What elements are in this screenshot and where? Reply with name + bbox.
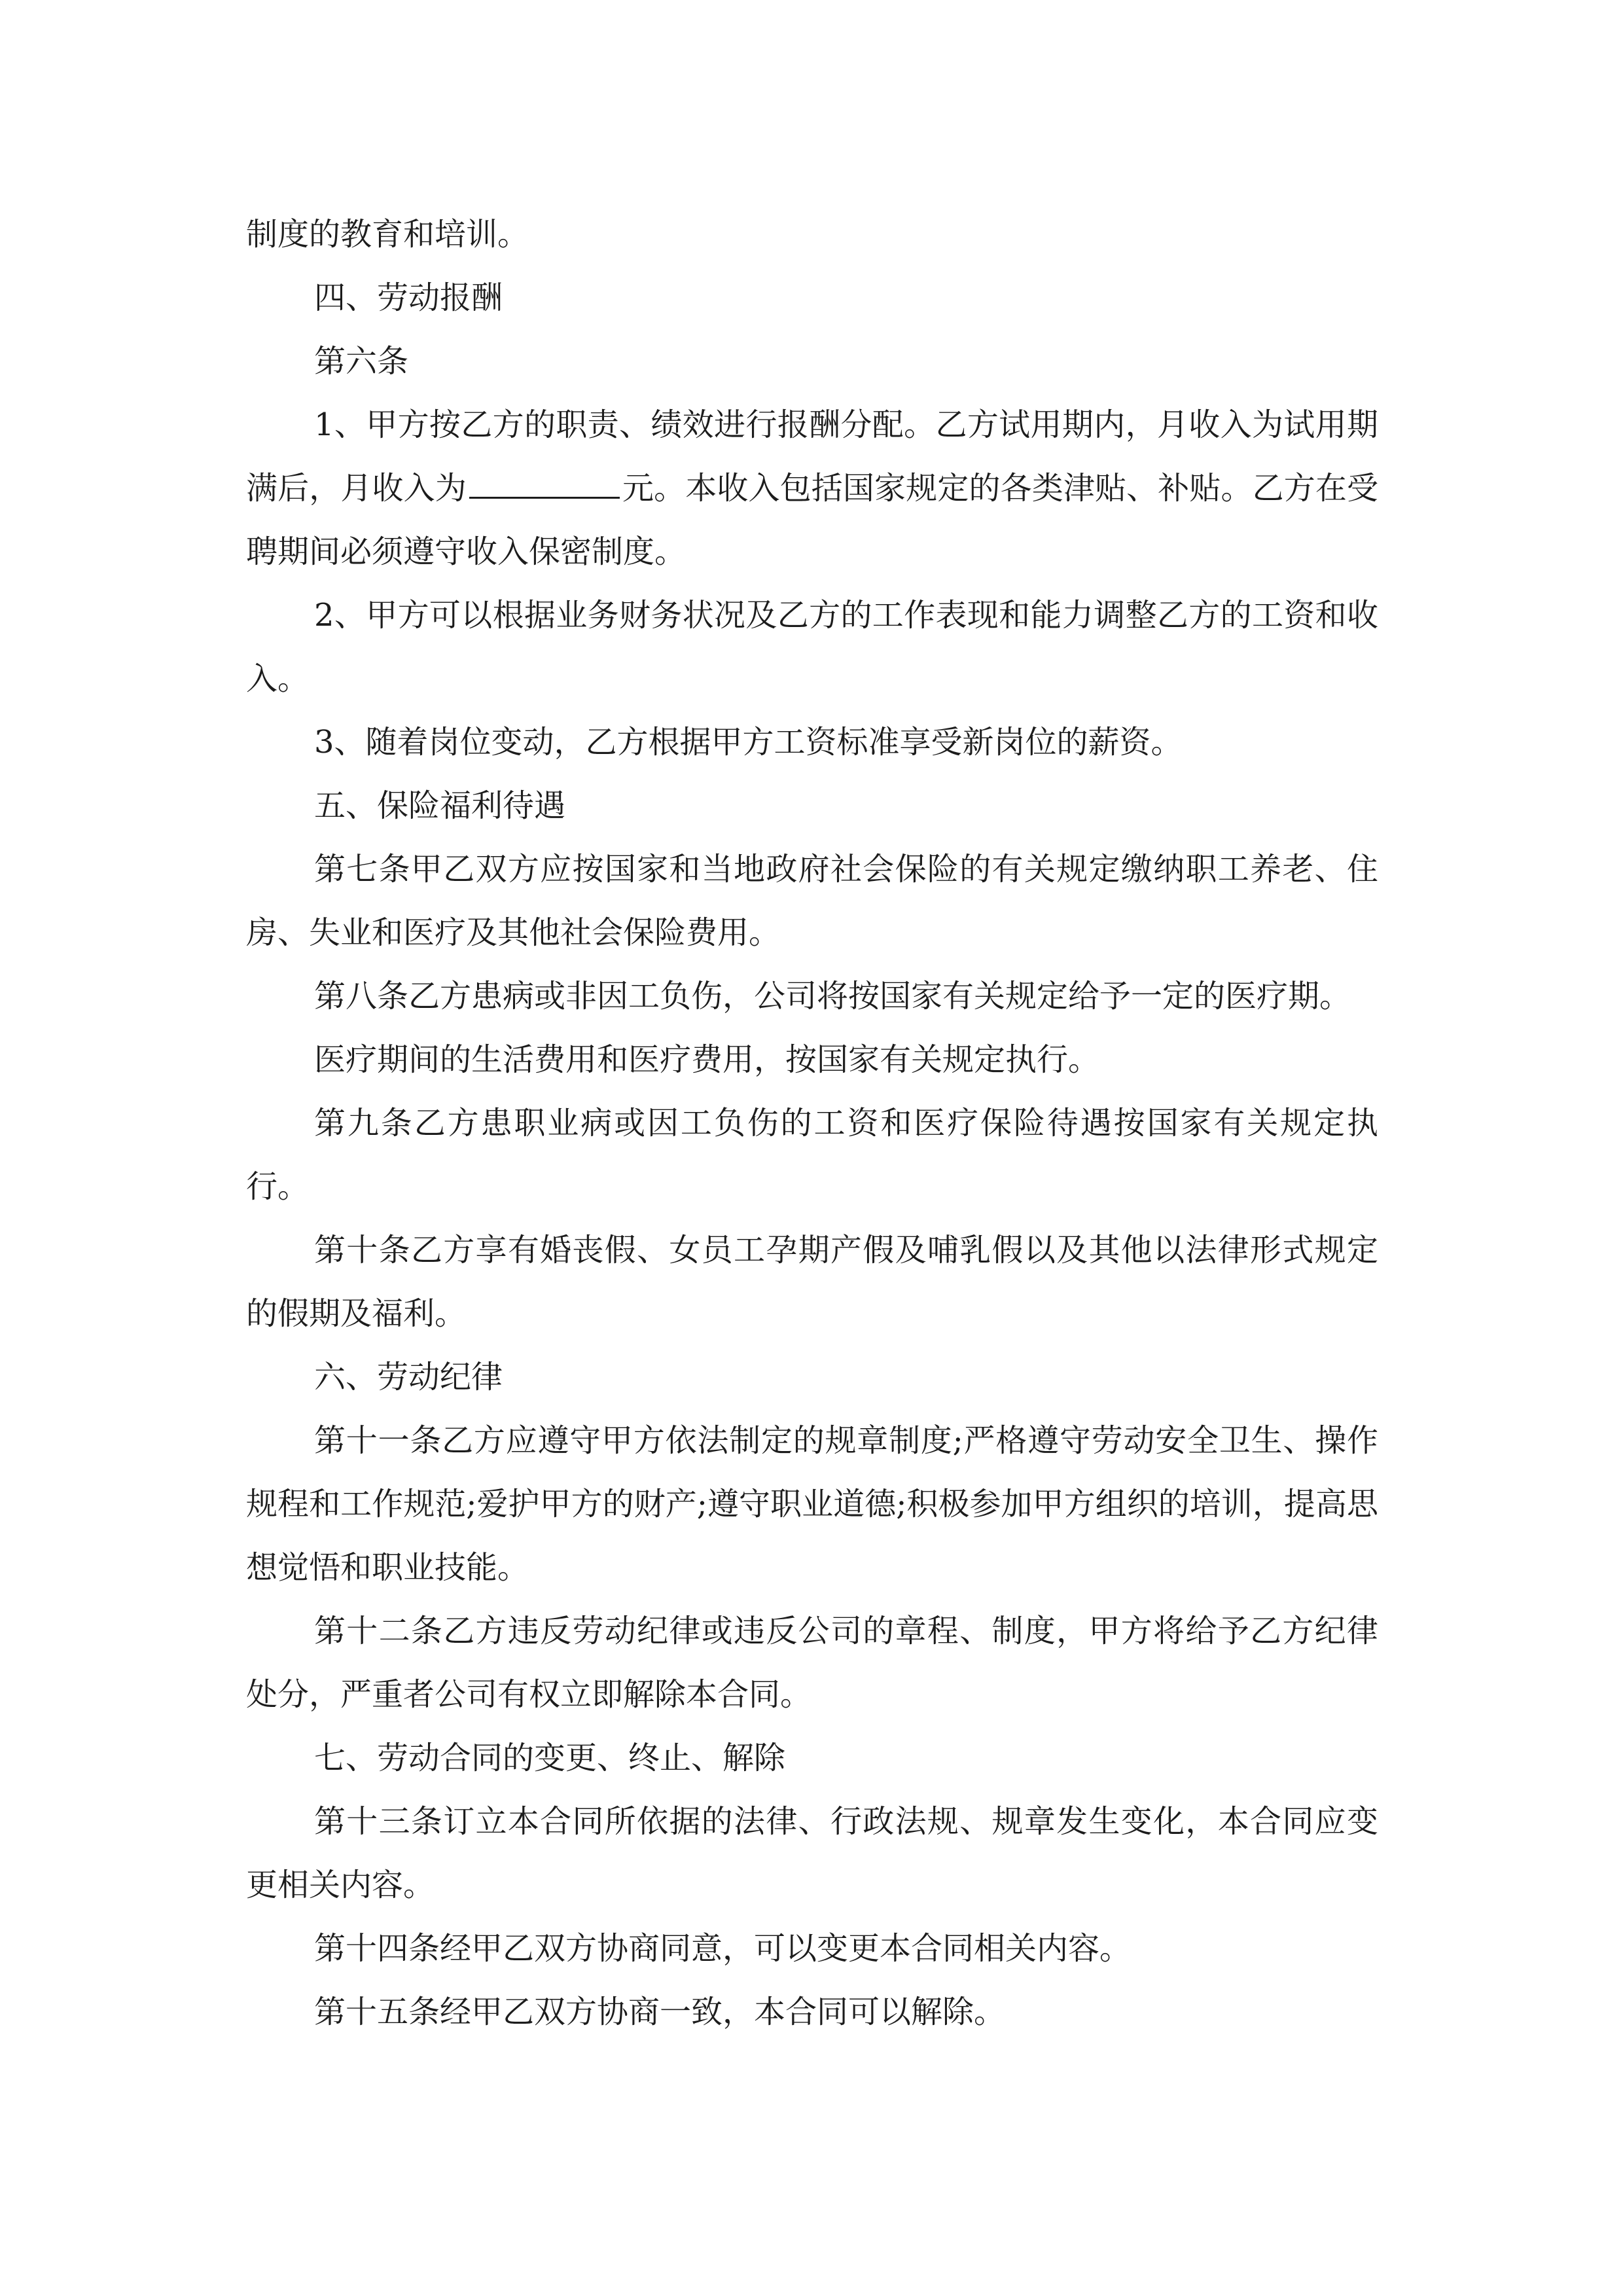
salary-blank-field	[469, 468, 620, 499]
clause-salary-1-text-b: 元。本收入包括国家规定的各类津贴、补贴。乙方在受聘期间必须遵守收入保密制度。	[246, 470, 1378, 570]
clause-salary-1	[246, 393, 1378, 584]
paragraph-continuation: 制度的教育和培训。	[246, 216, 529, 253]
clause-salary-2: 2、甲方可以根据业务财务状况及乙方的工作表现和能力调整乙方的工资和收入。	[246, 597, 1378, 697]
article-eight: 第八条乙方患病或非因工负伤，公司将按国家有关规定给予一定的医疗期。	[314, 978, 1351, 1014]
clause-salary-1-text-a: 1、甲方按乙方的职责、绩效进行报酬分配。乙方试用期内，月收入为试用期满后，月收入为	[246, 406, 1378, 507]
article-nine: 第九条乙方患职业病或因工负伤的工资和医疗保险待遇按国家有关规定执行。	[246, 1105, 1378, 1205]
section-heading-remuneration: 四、劳动报酬	[314, 279, 503, 316]
article-fourteen: 第十四条经甲乙双方协商同意，可以变更本合同相关内容。	[314, 1930, 1132, 1967]
section-heading-insurance: 五、保险福利待遇	[314, 787, 566, 824]
article-seven: 第七条甲乙双方应按国家和当地政府社会保险的有关规定缴纳职工养老、住房、失业和医疗及其他社会保险费用。	[246, 851, 1378, 951]
document-body	[246, 203, 1378, 2044]
article-eight-continued: 医疗期间的生活费用和医疗费用，按国家有关规定执行。	[314, 1041, 1100, 1078]
article-six-heading: 第六条	[314, 343, 409, 380]
article-eleven: 第十一条乙方应遵守甲方依法制定的规章制度;严格遵守劳动安全卫生、操作规程和工作规范;爱护甲方的财产;遵守职业道德;积极参加甲方组织的培训，提高思想觉悟和职业技能。	[246, 1422, 1378, 1586]
section-heading-discipline: 六、劳动纪律	[314, 1359, 503, 1395]
article-ten: 第十条乙方享有婚丧假、女员工孕期产假及哺乳假以及其他以法律形式规定的假期及福利。	[246, 1232, 1378, 1332]
section-heading-contract-change: 七、劳动合同的变更、终止、解除	[314, 1740, 786, 1776]
clause-salary-3: 3、随着岗位变动，乙方根据甲方工资标准享受新岗位的薪资。	[314, 724, 1183, 761]
article-thirteen: 第十三条订立本合同所依据的法律、行政法规、规章发生变化，本合同应变更相关内容。	[246, 1803, 1378, 1903]
article-fifteen: 第十五条经甲乙双方协商一致，本合同可以解除。	[314, 1994, 1006, 2030]
article-twelve: 第十二条乙方违反劳动纪律或违反公司的章程、制度，甲方将给予乙方纪律处分，严重者公司有权立即解除本合同。	[246, 1613, 1378, 1713]
